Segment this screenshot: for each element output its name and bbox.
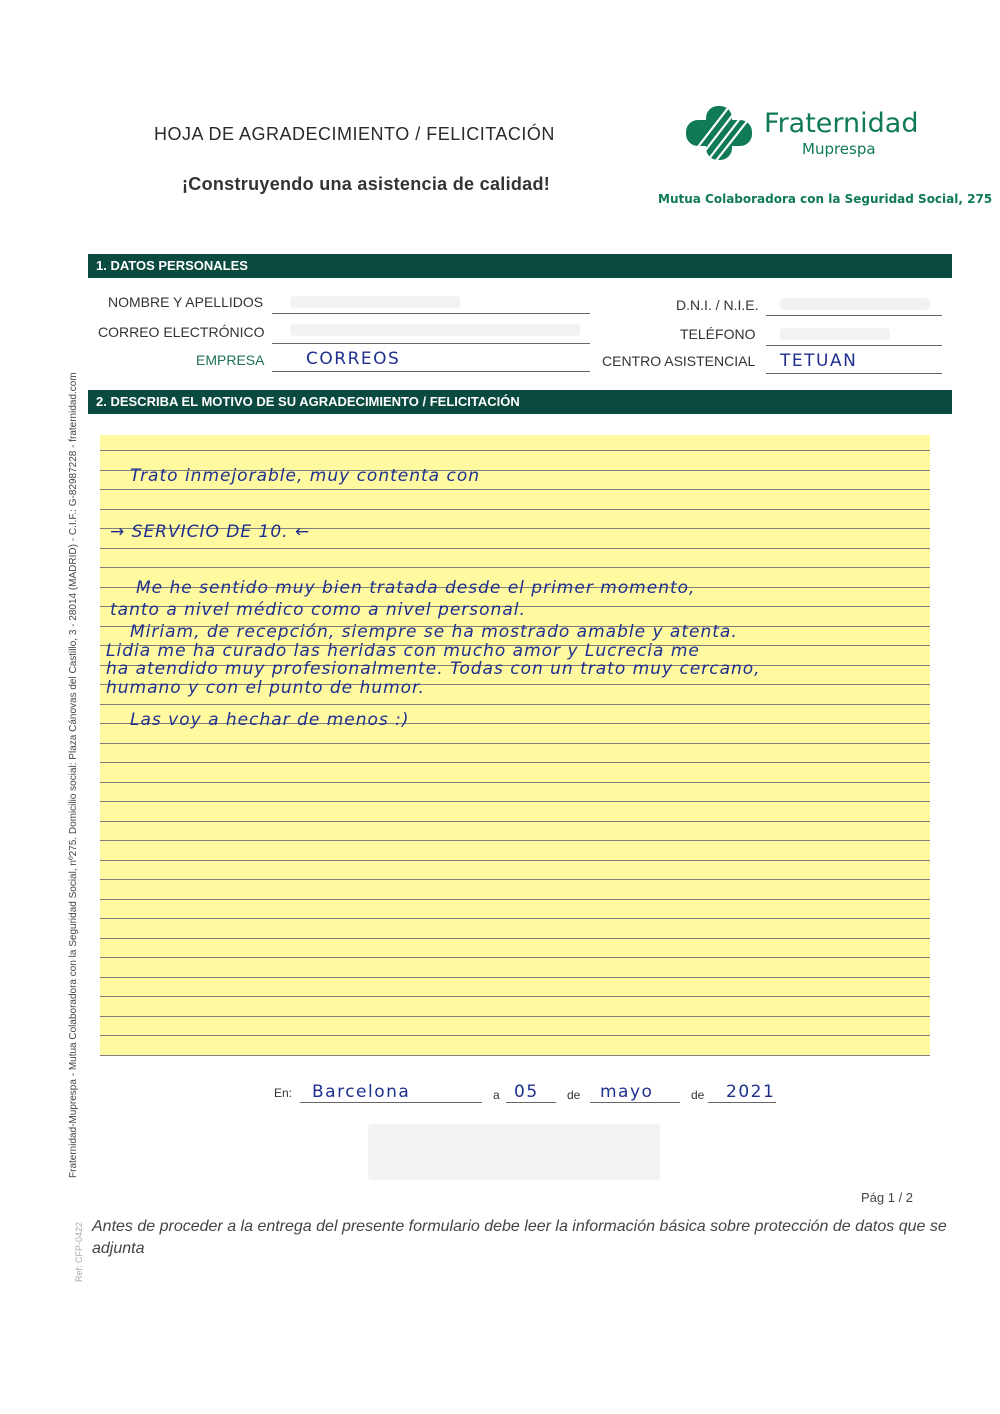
- ruled-line: [100, 957, 930, 958]
- ruled-line: [100, 821, 930, 822]
- ruled-line: [100, 860, 930, 861]
- place-field[interactable]: [300, 1102, 482, 1103]
- ruled-line: [100, 704, 930, 705]
- place-value: Barcelona: [312, 1082, 411, 1102]
- telefono-redacted: [780, 328, 890, 340]
- centro-value: TETUAN: [780, 351, 858, 371]
- brand-sub: Muprespa: [802, 140, 876, 158]
- message-line: Trato inmejorable, muy contenta con: [130, 466, 480, 486]
- nombre-label: NOMBRE Y APELLIDOS: [108, 294, 264, 310]
- section-motivo-header: 2. DESCRIBA EL MOTIVO DE SU AGRADECIMIENTO / FELICITACIÓN: [88, 390, 952, 414]
- de-label: de: [567, 1088, 581, 1102]
- message-line: tanto a nivel médico como a nivel personal.: [110, 600, 526, 620]
- de-label: de: [691, 1088, 705, 1102]
- year-field[interactable]: [708, 1102, 776, 1103]
- nombre-field[interactable]: [272, 313, 590, 314]
- privacy-note: Antes de proceder a la entrega del presente formulario debe leer la información básica sobre protección de datos que se adjunta: [92, 1218, 947, 1257]
- ruled-line: [100, 996, 930, 997]
- section-personal-header: 1. DATOS PERSONALES: [88, 254, 952, 278]
- dni-redacted: [780, 298, 930, 310]
- ruled-line: [100, 840, 930, 841]
- centro-label: CENTRO ASISTENCIAL: [602, 353, 756, 369]
- month-field[interactable]: [590, 1102, 680, 1103]
- empresa-label: EMPRESA: [196, 352, 265, 368]
- form-subtitle: ¡Construyendo una asistencia de calidad!: [182, 174, 551, 194]
- correo-redacted: [290, 324, 580, 336]
- signature-redacted: [368, 1124, 660, 1180]
- nombre-redacted: [290, 296, 460, 308]
- side-legal-text: Fraternidad-Muprespa - Mutua Colaboradora con la Seguridad Social, nº275. Domicilio social: Plaza Cánovas del Castillo, 3 - 28014 (MADRID) - C.I.F.: G-82987228 - fraternidad.com: [68, 372, 79, 1178]
- telefono-label: TELÉFONO: [680, 326, 756, 342]
- ruled-line: [100, 762, 930, 763]
- page-number: Pág 1 / 2: [861, 1190, 914, 1205]
- mutua-text: Mutua Colaboradora con la Seguridad Social, 275: [658, 192, 993, 206]
- month-value: mayo: [600, 1082, 654, 1102]
- ruled-line: [100, 899, 930, 900]
- ruled-line: [100, 938, 930, 939]
- empresa-field[interactable]: [272, 371, 590, 372]
- ruled-line: [100, 782, 930, 783]
- centro-field[interactable]: [766, 373, 942, 374]
- ruled-line: [100, 1055, 930, 1056]
- year-value: 2021: [726, 1082, 776, 1102]
- ruled-line: [100, 567, 930, 568]
- ruled-line: [100, 801, 930, 802]
- message-line: Las voy a hechar de menos :): [130, 710, 410, 730]
- correo-label: CORREO ELECTRÓNICO: [98, 324, 265, 340]
- side-ref: Ref: CFP-0422: [74, 1221, 84, 1282]
- message-line: → SERVICIO DE 10. ←: [110, 522, 311, 542]
- ruled-line: [100, 1035, 930, 1036]
- message-line: Me he sentido muy bien tratada desde el primer momento,: [136, 578, 696, 598]
- message-line: Lidia me ha curado las heridas con mucho amor y Lucrecia me: [106, 641, 700, 661]
- form-title: HOJA DE AGRADECIMIENTO / FELICITACIÓN: [154, 124, 555, 144]
- empresa-value: CORREOS: [306, 349, 401, 369]
- message-line: humano y con el punto de humor.: [106, 678, 425, 698]
- message-line: Miriam, de recepción, siempre se ha mostrado amable y atenta.: [130, 622, 738, 642]
- ruled-line: [100, 918, 930, 919]
- dni-label: D.N.I. / N.I.E.: [676, 297, 759, 313]
- ruled-line: [100, 977, 930, 978]
- dni-field[interactable]: [766, 315, 942, 316]
- fraternidad-logo-icon: [684, 104, 754, 162]
- correo-field[interactable]: [272, 343, 590, 344]
- a-label: a: [493, 1088, 500, 1102]
- day-field[interactable]: [506, 1102, 556, 1103]
- ruled-line: [100, 548, 930, 549]
- ruled-line: [100, 450, 930, 451]
- ruled-line: [100, 879, 930, 880]
- ruled-line: [100, 509, 930, 510]
- message-line: ha atendido muy profesionalmente. Todas con un trato muy cercano,: [106, 659, 761, 679]
- en-label: En:: [274, 1086, 293, 1100]
- brand-name: Fraternidad: [764, 108, 919, 139]
- ruled-line: [100, 1016, 930, 1017]
- ruled-line: [100, 489, 930, 490]
- day-value: 05: [514, 1082, 539, 1102]
- telefono-field[interactable]: [766, 345, 942, 346]
- ruled-line: [100, 743, 930, 744]
